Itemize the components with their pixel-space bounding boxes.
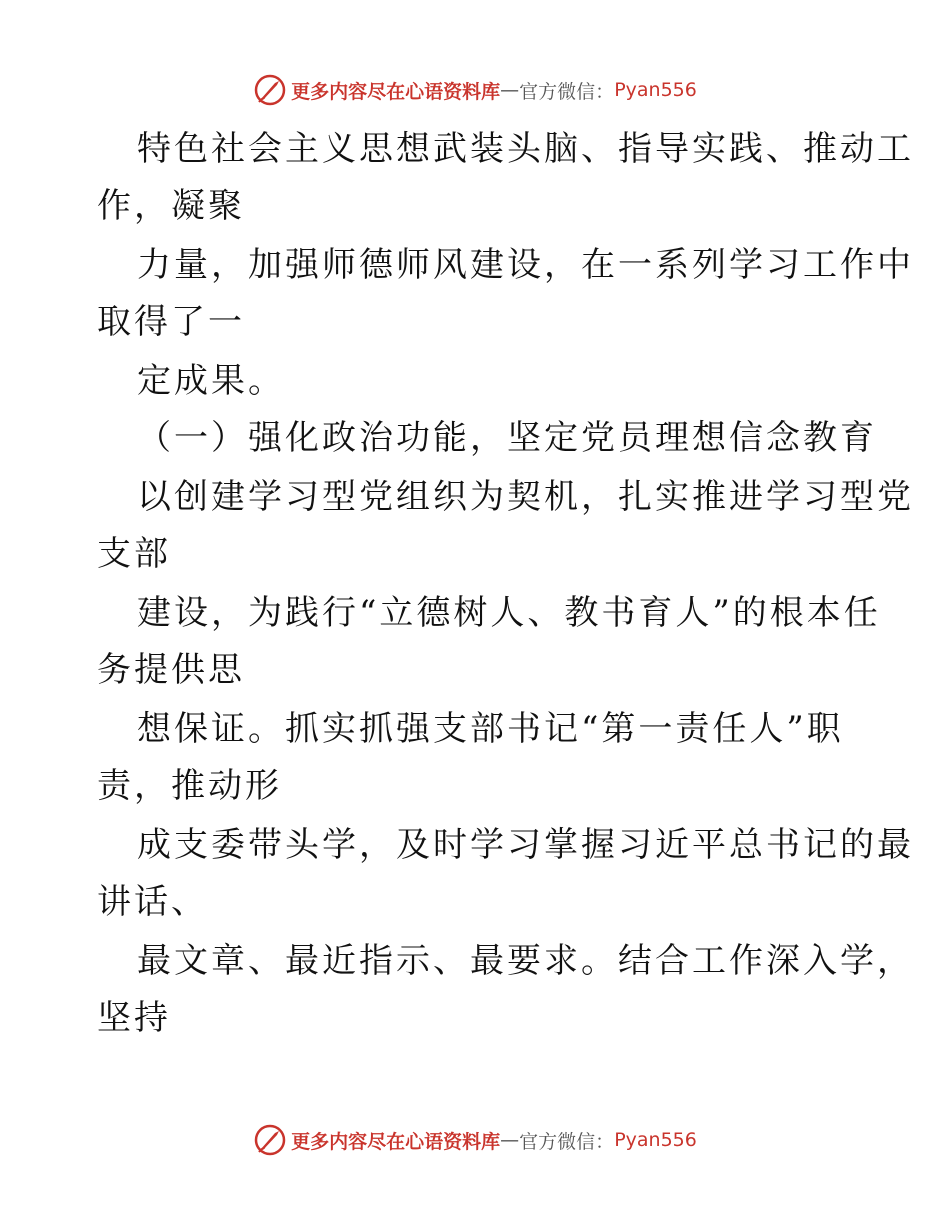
banner-wechat-label: 官方微信：: [519, 80, 615, 103]
body-line: 想保证。抓实抓强支部书记“第一责任人”职: [137, 709, 844, 749]
quill-pen-logo-icon: [253, 73, 287, 107]
body-line: 特色社会主义思想武装头脑、指导实践、推动工: [137, 129, 914, 169]
body-line: 作，凝聚: [97, 186, 245, 226]
header-banner: [0, 70, 950, 110]
body-line: 取得了一: [97, 302, 245, 342]
banner-wechat-id: Pyan556: [614, 79, 697, 101]
banner-separator: —: [500, 1129, 520, 1151]
body-line: 成支委带头学，及时学习掌握习近平总书记的最: [137, 825, 914, 865]
body-line: 建设，为践行“立德树人、教书育人”的根本任: [137, 593, 881, 633]
banner-wechat-id: Pyan556: [614, 1129, 697, 1151]
body-line: 支部: [97, 534, 171, 574]
body-line: 力量，加强师德师风建设，在一系列学习工作中: [137, 245, 914, 285]
body-line: 务提供思: [97, 650, 245, 690]
body-line: 讲话、: [97, 882, 208, 922]
section-heading: （一）强化政治功能，坚定党员理想信念教育: [137, 418, 877, 458]
body-line: 最文章、最近指示、最要求。结合工作深入学，: [137, 941, 914, 981]
footer-banner: [0, 1120, 950, 1160]
banner-site-text: 更多内容尽在心语资料库: [291, 1130, 501, 1153]
quill-pen-logo-icon: [253, 1123, 287, 1157]
body-line: 责，推动形: [97, 766, 282, 806]
banner-separator: —: [500, 79, 520, 101]
banner-site-text: 更多内容尽在心语资料库: [291, 80, 501, 103]
body-line: 坚持: [97, 998, 171, 1038]
body-line: 定成果。: [137, 361, 285, 401]
body-line: 以创建学习型党组织为契机，扎实推进学习型党: [137, 477, 914, 517]
banner-wechat-label: 官方微信：: [519, 1130, 615, 1153]
